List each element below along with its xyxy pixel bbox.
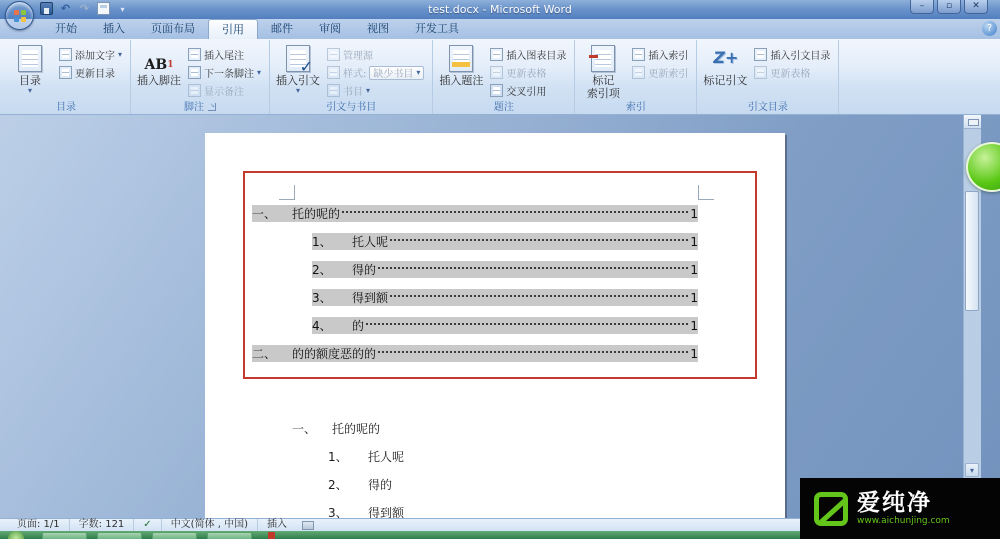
toc-entry-title: 得的 — [352, 263, 377, 277]
scroll-down-icon[interactable] — [965, 463, 979, 477]
minimize-button[interactable] — [910, 0, 934, 14]
table-of-authorities-icon — [754, 48, 767, 61]
show-notes-icon — [188, 84, 201, 97]
taskbar-button[interactable] — [97, 532, 142, 539]
ribbon-tab-row — [0, 19, 1000, 39]
toc-page-number: 1 — [690, 318, 698, 333]
ribbon-group-footnotes — [131, 40, 270, 114]
help-icon[interactable] — [982, 21, 997, 36]
title-bar — [0, 0, 1000, 19]
tab-review[interactable]: 审阅 — [319, 22, 341, 35]
manage-sources-button[interactable]: 管理源 — [324, 46, 427, 63]
toc-entry-number: 二、 — [252, 347, 277, 361]
tab-references[interactable]: 引用 — [208, 19, 258, 39]
body-heading[interactable]: 1、 托人呢 — [328, 450, 405, 464]
toc-entry-number: 2、 — [312, 263, 332, 277]
ribbon-group-captions — [433, 40, 575, 114]
taskbar-button[interactable] — [42, 532, 87, 539]
ribbon-references — [0, 39, 1000, 115]
toc-entry-title: 的的额度恶的的 — [292, 347, 377, 361]
office-button[interactable] — [5, 1, 34, 30]
tab-page-layout[interactable]: 页面布局 — [151, 22, 195, 35]
toc-entry-title: 的 — [352, 319, 365, 333]
update-authorities-table-button[interactable]: 更新表格 — [751, 64, 833, 81]
chevron-down-icon: ▾ — [416, 67, 421, 77]
taskbar-button[interactable] — [207, 532, 252, 539]
insert-index-icon — [632, 48, 645, 61]
window-title: test.docx - Microsoft Word — [428, 3, 572, 16]
group-label-table-of-authorities: 引文目录 — [747, 101, 788, 113]
ribbon-group-table-of-authorities — [697, 40, 839, 114]
watermark-url: www.aichunjing.com — [857, 515, 950, 526]
ribbon-group-toc — [2, 40, 131, 114]
toc-entry-title: 托人呢 — [352, 235, 389, 249]
redo-icon[interactable] — [78, 2, 91, 15]
update-table-icon — [754, 66, 767, 79]
group-label-footnotes: 脚注 — [184, 101, 205, 113]
toc-page-number: 1 — [690, 262, 698, 277]
undo-icon[interactable] — [59, 2, 72, 15]
table-of-contents-button[interactable]: 目录 ▾ — [7, 43, 53, 100]
qat-customize-icon[interactable] — [116, 2, 129, 15]
add-text-button[interactable]: 添加文字 ▾ — [56, 46, 125, 63]
chevron-down-icon: ▾ — [118, 49, 123, 59]
word-count[interactable]: 字数: 121 — [70, 519, 135, 531]
close-button[interactable] — [964, 0, 988, 14]
tab-view[interactable]: 视图 — [367, 22, 389, 35]
group-label-toc: 目录 — [56, 101, 76, 113]
document-area — [0, 115, 1000, 518]
proofing-icon[interactable]: ✓ — [134, 519, 161, 531]
start-button[interactable] — [8, 531, 24, 539]
group-label-citations: 引文与书目 — [326, 101, 377, 113]
update-index-icon — [632, 66, 645, 79]
style-combo[interactable]: 缺少书目 ▾ — [369, 66, 424, 80]
taskbar-button[interactable] — [152, 532, 197, 539]
body-heading[interactable]: 3、 得到额 — [328, 506, 405, 518]
save-icon[interactable] — [40, 2, 53, 15]
table-of-figures-icon — [490, 48, 503, 61]
body-heading[interactable]: 一、 托的呢的 — [292, 422, 381, 436]
cross-reference-button[interactable]: 交叉引用 — [487, 82, 569, 99]
toc-entry-number: 1、 — [312, 235, 332, 249]
insert-endnote-icon — [188, 48, 201, 61]
mark-citation-icon — [713, 45, 737, 72]
chevron-down-icon: ▾ — [366, 85, 371, 95]
manage-sources-icon — [327, 48, 340, 61]
scrollbar-thumb[interactable] — [965, 191, 979, 311]
insert-caption-icon — [449, 45, 473, 72]
update-toc-button[interactable]: 更新目录 — [56, 64, 125, 81]
toc-page-number: 1 — [690, 206, 698, 221]
mark-citation-button[interactable]: Z+ 标记引文 — [702, 43, 748, 100]
document-page — [205, 133, 785, 518]
bibliography-button[interactable]: 书目 ▾ — [324, 82, 427, 99]
body-heading[interactable]: 2、 得的 — [328, 478, 393, 492]
office-logo-icon — [14, 10, 26, 22]
toc-page-number: 1 — [690, 234, 698, 249]
mark-entry-button[interactable]: 标记 索引项 — [580, 43, 626, 100]
update-toc-icon — [59, 66, 72, 79]
tab-insert[interactable]: 插入 — [103, 22, 125, 35]
tab-developer[interactable]: 开发工具 — [415, 22, 459, 35]
dialog-launcher-icon[interactable] — [208, 103, 216, 111]
insert-footnote-icon: AB 1 — [144, 57, 174, 73]
insert-citation-button[interactable]: ✓ 插入引文 ▾ — [275, 43, 321, 100]
group-label-captions: 题注 — [493, 101, 514, 113]
insert-footnote-button[interactable]: AB 1 插入脚注 — [136, 43, 182, 100]
insert-endnote-button[interactable]: 插入尾注 — [185, 46, 264, 63]
insert-table-of-figures-button[interactable]: 插入图表目录 — [487, 46, 569, 63]
toc-entry-number: 4、 — [312, 319, 332, 333]
print-preview-icon[interactable] — [97, 2, 110, 15]
maximize-button[interactable] — [937, 0, 961, 14]
aichunjing-logo-icon — [814, 492, 848, 526]
page-indicator[interactable]: 页面: 1/1 — [8, 519, 70, 531]
toc-page-number: 1 — [690, 346, 698, 361]
insert-index-button[interactable]: 插入索引 — [629, 46, 691, 63]
red-annotation-rectangle — [243, 171, 757, 379]
toc-entry-title: 托的呢的 — [292, 207, 341, 221]
next-footnote-icon — [188, 66, 201, 79]
cross-reference-icon — [490, 84, 503, 97]
ribbon-group-citations — [270, 40, 433, 114]
toc-icon — [18, 45, 42, 72]
insert-citation-icon — [286, 45, 310, 72]
update-table-button[interactable]: 更新表格 — [487, 64, 569, 81]
mark-entry-icon — [591, 45, 615, 72]
show-notes-button[interactable]: 显示备注 — [185, 82, 264, 99]
toc-entry-title: 得到额 — [352, 291, 389, 305]
chevron-down-icon: ▾ — [27, 86, 32, 95]
group-label-index: 索引 — [625, 101, 646, 113]
taskbar-notification-icon[interactable] — [268, 532, 275, 539]
insert-table-of-authorities-button[interactable]: 插入引文目录 — [751, 46, 833, 63]
tab-home[interactable]: 开始 — [55, 22, 77, 35]
language-indicator[interactable]: 中文(简体 , 中国) — [162, 519, 258, 531]
add-text-icon — [59, 48, 72, 61]
bibliography-style-row: 样式: 缺少书目 ▾ — [324, 64, 427, 81]
toc-entry-number: 3、 — [312, 291, 332, 305]
quick-access-toolbar — [40, 2, 129, 15]
watermark-brand: 爱纯净 — [857, 489, 932, 516]
next-footnote-button[interactable]: 下一条脚注 ▾ — [185, 64, 264, 81]
insert-mode-indicator[interactable]: 插入 — [267, 519, 288, 530]
update-index-button[interactable]: 更新索引 — [629, 64, 691, 81]
bibliography-icon — [327, 84, 340, 97]
style-icon — [327, 66, 340, 79]
toc-entry-number: 一、 — [252, 207, 277, 221]
chevron-down-icon: ▾ — [296, 86, 301, 95]
ribbon-group-index — [575, 40, 697, 114]
update-table-icon — [490, 66, 503, 79]
insert-caption-button[interactable]: 插入题注 — [438, 43, 484, 100]
tab-mailings[interactable]: 邮件 — [271, 22, 293, 35]
chevron-down-icon: ▾ — [257, 67, 262, 77]
macro-record-icon[interactable] — [302, 521, 314, 530]
ruler-toggle-icon[interactable] — [964, 115, 981, 129]
toc-page-number: 1 — [690, 290, 698, 305]
watermark — [800, 478, 1000, 539]
